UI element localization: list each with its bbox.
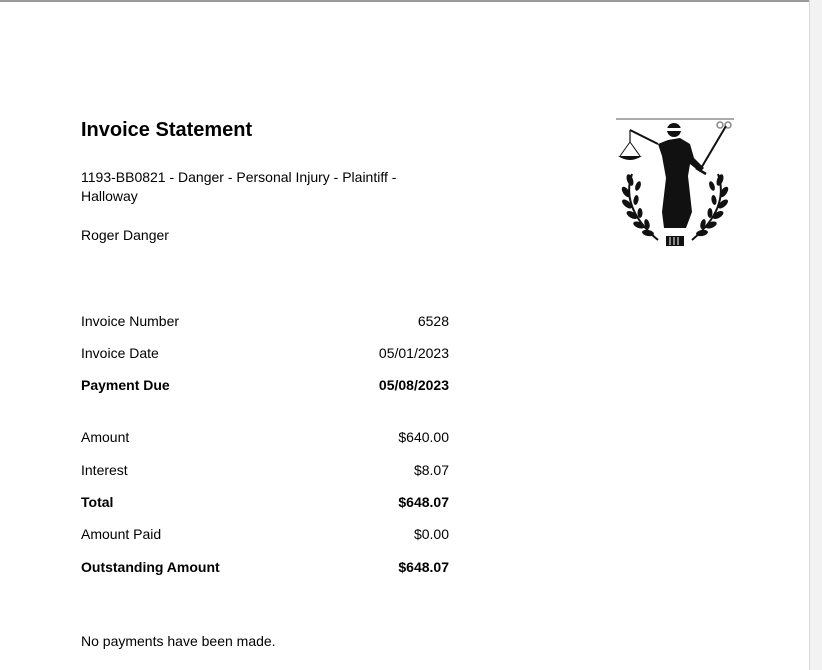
amount-label: Amount [81, 429, 130, 445]
interest-label: Interest [81, 462, 128, 478]
client-name: Roger Danger [81, 227, 169, 243]
page-title: Invoice Statement [81, 119, 253, 141]
outstanding-amount-value: $648.07 [398, 559, 449, 575]
invoice-date-value: 05/01/2023 [378, 345, 449, 361]
interest-row [81, 462, 449, 482]
interest-value: $8.07 [413, 462, 449, 478]
invoice-number-value: 6528 [417, 313, 449, 329]
invoice-page [0, 2, 809, 670]
payment-due-row [81, 377, 449, 397]
amount-paid-value: $0.00 [413, 526, 449, 542]
outstanding-amount-label: Outstanding Amount [81, 559, 220, 575]
total-row [81, 494, 449, 514]
amount-paid-label: Amount Paid [81, 526, 162, 542]
lady-justice-logo-icon [612, 116, 738, 252]
amount-value: $640.00 [398, 429, 449, 445]
total-label: Total [81, 494, 114, 510]
outstanding-amount-row [81, 559, 449, 579]
amount-paid-row [81, 526, 449, 546]
invoice-date-row [81, 345, 449, 365]
case-description: 1193-BB0821 - Danger - Personal Injury - Plaintiff - Halloway [81, 169, 397, 204]
invoice-date-label: Invoice Date [81, 345, 159, 361]
invoice-number-label: Invoice Number [81, 313, 180, 329]
invoice-number-row [81, 313, 449, 333]
viewer-scroll-gutter[interactable] [809, 0, 822, 670]
payment-due-label: Payment Due [81, 377, 170, 393]
payment-note: No payments have been made. [81, 633, 276, 649]
payment-due-value: 05/08/2023 [378, 377, 449, 393]
amount-row [81, 429, 449, 449]
total-value: $648.07 [398, 494, 449, 510]
